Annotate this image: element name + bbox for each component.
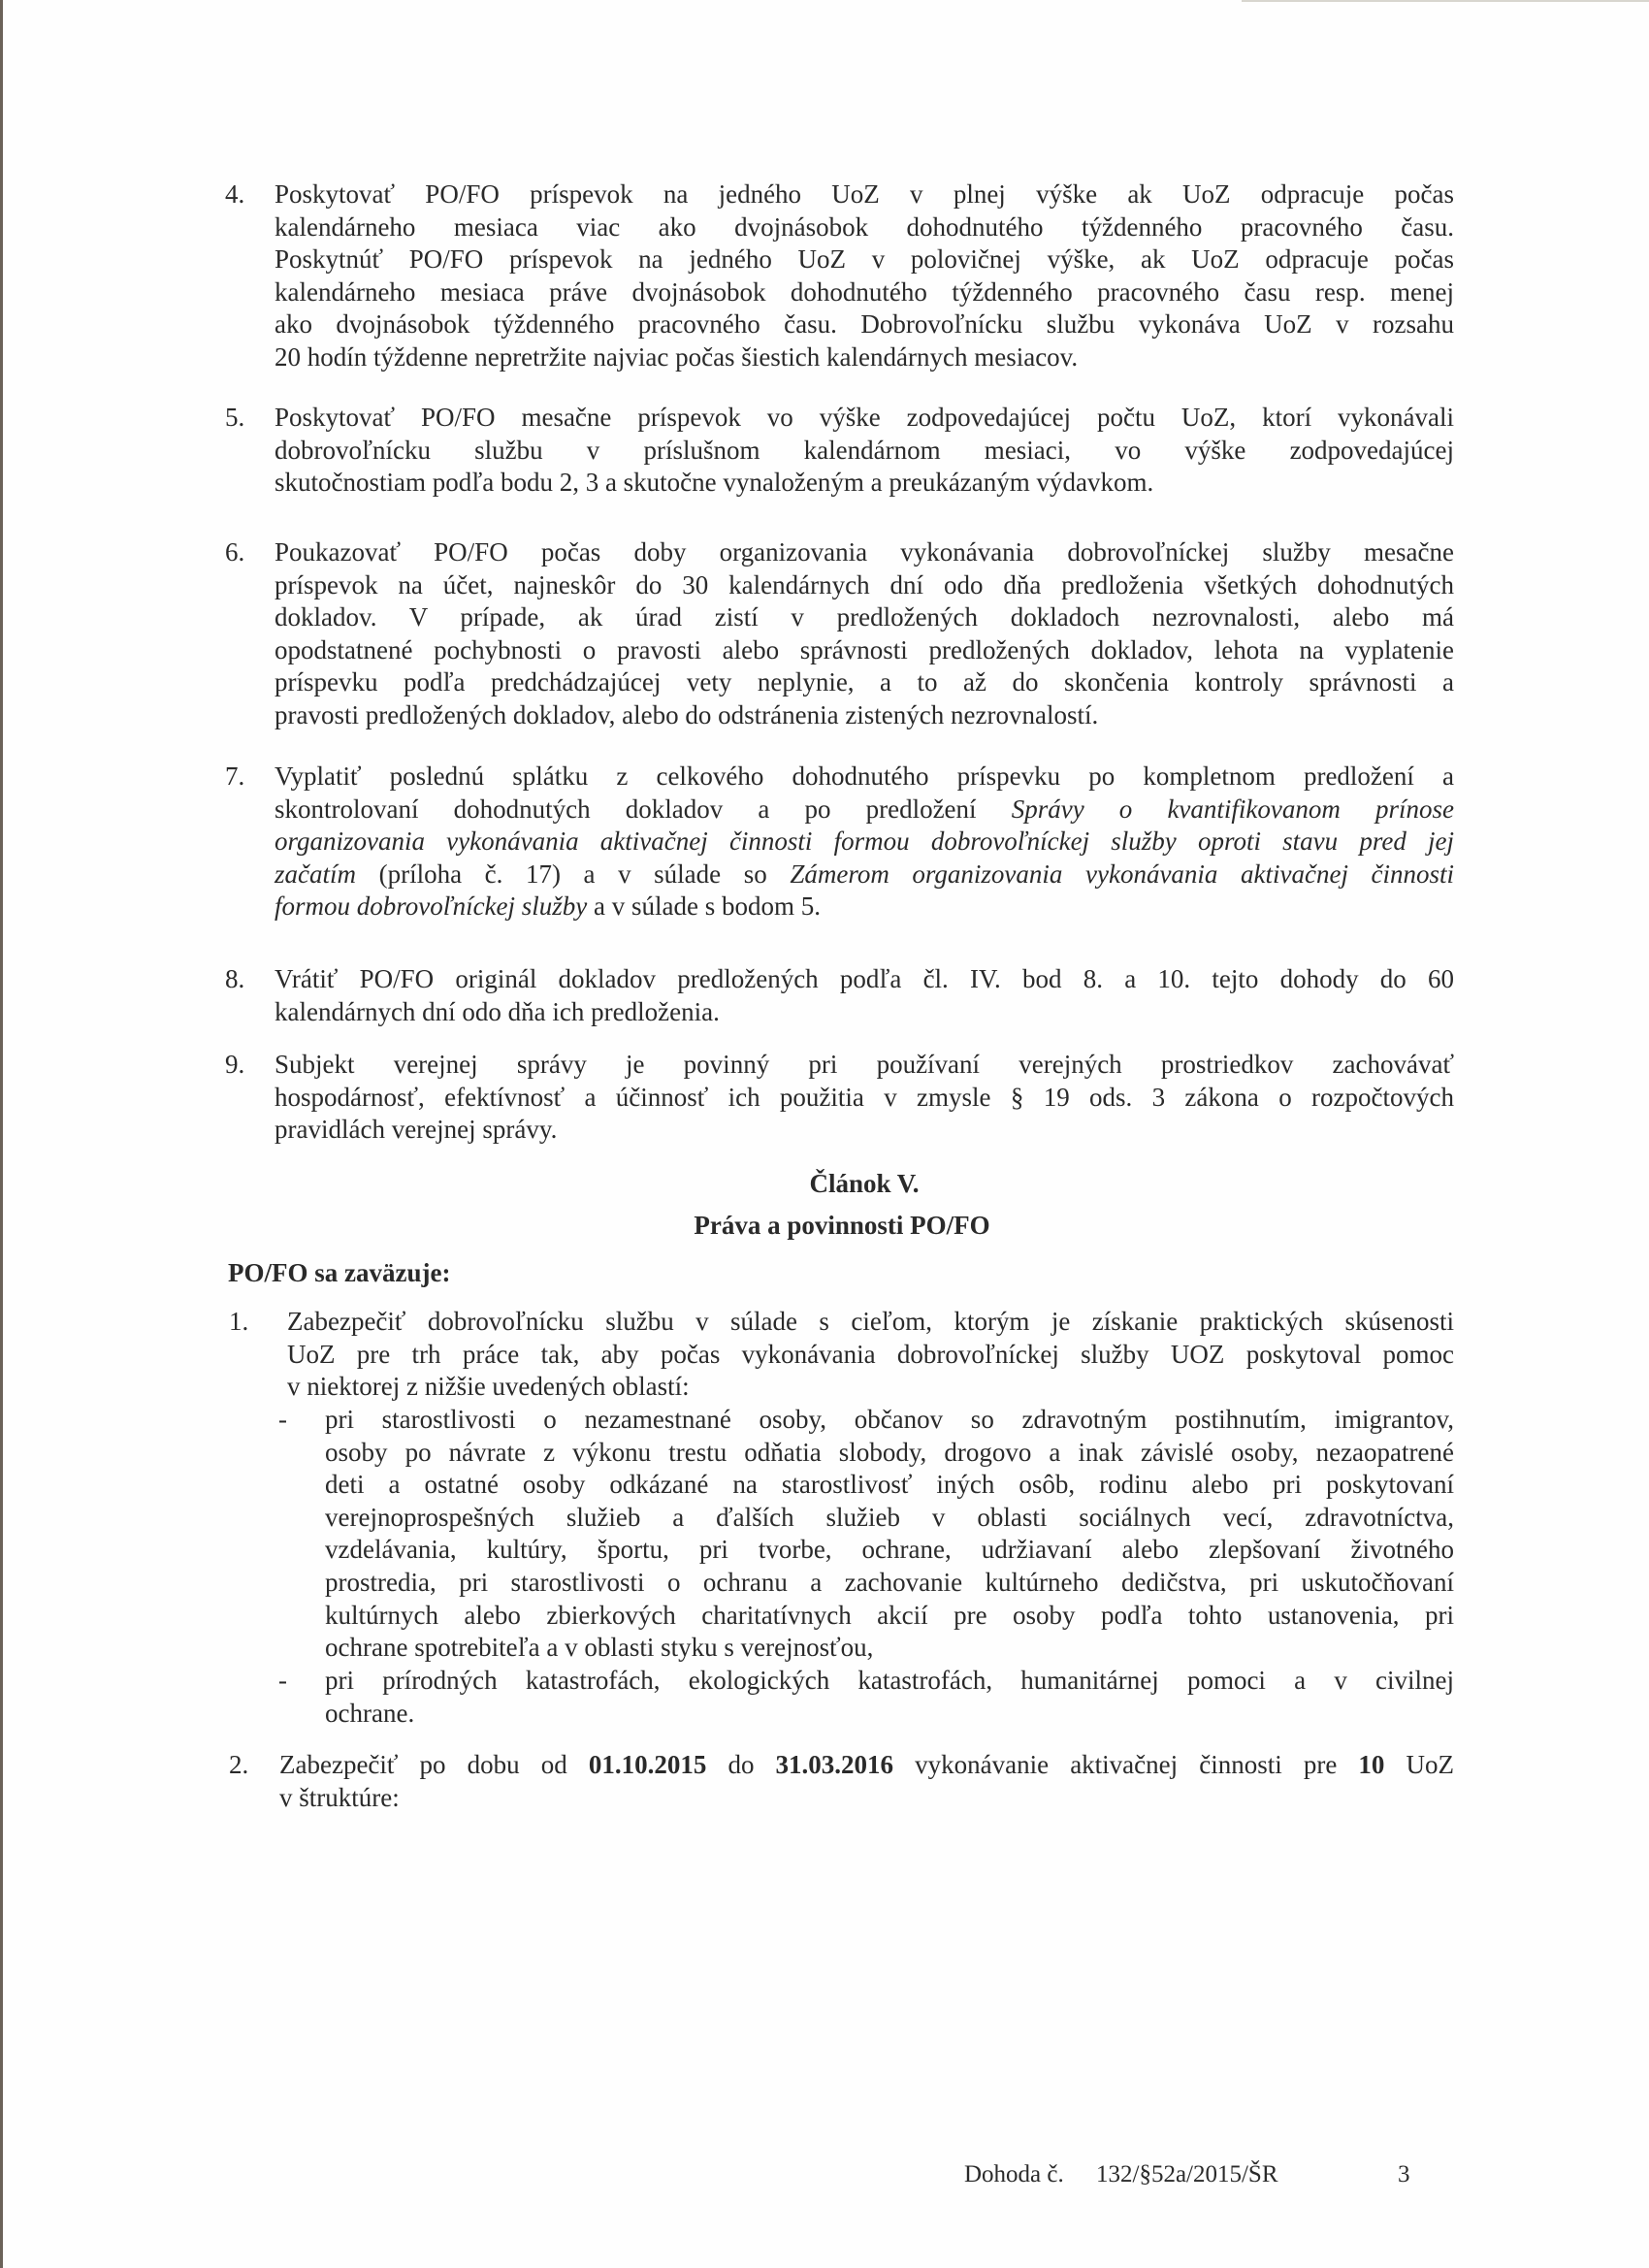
plain-text: skontrolovaní dohodnutých dokladov a po predložení [275,794,977,824]
bullet-dash-1: - [278,1405,287,1434]
item-number-7: 7. [225,761,245,791]
text-line: v niektorej z nižšie uvedených oblastí: [287,1372,690,1402]
footer-agreement-number: 132/§52a/2015/ŠR [1096,2161,1278,2187]
text-line: Subjekt verejnej správy je povinný pri používaní verejných prostriedkov zachovávať [275,1050,1454,1079]
date-from: 01.10.2015 [588,1750,707,1779]
text-line: Poskytnúť PO/FO príspevok na jedného UoZ v polovičnej výške, ak UoZ odpracuje počas [275,244,1454,275]
item-number-6: 6. [225,537,245,567]
text-line: organizovania vykonávania aktivačnej činnosti formou dobrovoľníckej služby oproti stavu pred jej [275,826,1454,857]
text-line: ochrane. [325,1698,415,1728]
item-5-text [275,402,1454,500]
text-line: pri starostlivosti o nezamestnané osoby, občanov so zdravotným postihnutím, imigrantov, [325,1405,1454,1434]
page-number: 3 [1398,2161,1410,2187]
scan-top-edge [1242,0,1649,2]
plain-text: Zabezpečiť po dobu od [279,1750,589,1779]
article-item-number-2: 2. [229,1750,249,1779]
item-6-text [275,536,1454,732]
report-title-italic: Správy o kvantifikovanom prínose [1011,794,1455,824]
item-4-text [275,178,1454,374]
text-line: dobrovoľnícku službu v príslušnom kalendárnom mesiaci, vo výške zodpovedajúcej [275,435,1454,465]
text-line: kultúrnych alebo zbierkových charitatívnych akcií pre osoby podľa tohto ustanovenia, pri [325,1600,1454,1630]
text-line: hospodárnosť, efektívnosť a účinnosť ich použitia v zmysle § 19 ods. 3 zákona o rozpočtových [275,1082,1454,1112]
article-item-number-1: 1. [229,1307,249,1336]
item-8-text [275,963,1454,1028]
item-number-5: 5. [225,403,245,432]
text-line: deti a ostatné osoby odkázané na starostlivosť iných osôb, rodinu alebo pri poskytovaní [325,1470,1454,1500]
text-line [275,794,1454,826]
bullet-2-text [325,1665,1454,1730]
item-number-8: 8. [225,964,245,993]
italic-text: začatím [275,859,356,889]
article-item-1-text [287,1306,1454,1404]
text-line: kalendárnych dní odo dňa ich predloženia. [275,996,720,1026]
text-line: Zabezpečiť dobrovoľnícku službu v súlade s cieľom, ktorým je získanie praktických skúsenosti [287,1307,1454,1336]
article-item-2-text [279,1749,1454,1814]
text-line: Vrátiť PO/FO originál dokladov predložených podľa čl. IV. bod 8. a 10. tejto dohody do 60 [275,964,1454,993]
text-line [275,891,1454,923]
text-line: verejnoprospešných služieb a ďalších služieb v oblasti sociálnych vecí, zdravotníctva, [325,1502,1454,1532]
text-line: pri prírodných katastrofách, ekologických katastrofách, humanitárnej pomoci a v civilnej [325,1666,1454,1695]
text-line: 20 hodín týždenne nepretržite najviac počas šiestich kalendárnych mesiacov. [275,341,1079,372]
plain-text: (príloha č. 17) a v súlade so [378,859,767,889]
italic-text: formou dobrovoľníckej služby [275,891,588,922]
obligations-subheading: PO/FO sa zaväzuje: [228,1258,451,1287]
text-line [279,1749,1454,1782]
bullet-1-text [325,1404,1454,1665]
text-line: skutočnostiam podľa bodu 2, 3 a skutočne vynaloženým a preukázaným výdavkom. [275,468,1154,498]
text-line: pravosti predložených dokladov, alebo do odstránenia zistených nezrovnalostí. [275,699,1099,729]
text-line: Vyplatiť poslednú splátku z celkového dohodnutého príspevku po kompletnom predložení a [275,761,1454,791]
article-title: Práva a povinnosti PO/FO [694,1211,990,1240]
text-line: dokladov. V prípade, ak úrad zistí v predložených dokladoch nezrovnalosti, alebo má [275,602,1454,632]
text-line: v štruktúre: [279,1782,400,1812]
plain-text: do [706,1750,776,1779]
plain-text: UoZ [1384,1750,1454,1779]
text-line: kalendárneho mesiaca práve dvojnásobok dohodnutého týždenného pracovného času resp. menej [275,276,1454,307]
item-number-9: 9. [225,1050,245,1079]
text-line: ako dvojnásobok týždenného pracovného času. Dobrovoľnícku službu vykonáva UoZ v rozsahu [275,309,1454,340]
text-line [275,859,1454,891]
plain-text: a v súlade s bodom 5. [594,891,822,922]
footer-agreement-label: Dohoda č. [964,2161,1064,2187]
text-line: Poukazovať PO/FO počas doby organizovania vykonávania dobrovoľníckej služby mesačne [275,537,1454,567]
intent-title-italic: Zámerom organizovania vykonávania aktivačnej činnosti [790,859,1455,889]
text-line: ochrane spotrebiteľa a v oblasti styku s verejnosťou, [325,1633,874,1663]
text-line: príspevku podľa predchádzajúcej vety neplynie, a to až do skončenia kontroly správnosti a [275,667,1454,697]
date-to: 31.03.2016 [775,1750,894,1779]
uoz-count: 10 [1358,1750,1385,1779]
text-line: UoZ pre trh práce tak, aby počas vykonávania dobrovoľníckej služby UOZ poskytoval pomoc [287,1339,1454,1369]
text-line: prostredia, pri starostlivosti o ochranu a zachovanie kultúrneho dedičstva, pri uskutočňovaní [325,1567,1454,1597]
article-number: Článok V. [809,1169,920,1198]
text-line: Poskytovať PO/FO mesačne príspevok vo výške zodpovedajúcej počtu UoZ, ktorí vykonávali [275,403,1454,432]
text-line: opodstatnené pochybnosti o pravosti alebo správnosti predložených dokladov, lehota na vyplatenie [275,634,1454,664]
plain-text: vykonávanie aktivačnej činnosti pre [893,1750,1359,1779]
text-line: pravidlách verejnej správy. [275,1115,558,1145]
scan-left-edge [0,0,3,2268]
item-7-text [275,761,1454,923]
item-9-text [275,1049,1454,1147]
item-number-4: 4. [225,179,245,209]
text-line: osoby po návrate z výkonu trestu odňatia slobody, drogovo a inak závislé osoby, nezaopatrené [325,1437,1454,1467]
text-line: kalendárneho mesiaca viac ako dvojnásobok dohodnutého týždenného pracovného času. [275,211,1454,242]
text-line: vzdelávania, kultúry, športu, pri tvorbe, ochrane, udržiavaní alebo zlepšovaní životného [325,1535,1454,1565]
text-line: Poskytovať PO/FO príspevok na jedného UoZ v plnej výške ak UoZ odpracuje počas [275,179,1454,209]
text-line: príspevok na účet, najneskôr do 30 kalendárnych dní odo dňa predloženia všetkých dohodnutých [275,569,1454,599]
bullet-dash-2: - [278,1666,287,1695]
